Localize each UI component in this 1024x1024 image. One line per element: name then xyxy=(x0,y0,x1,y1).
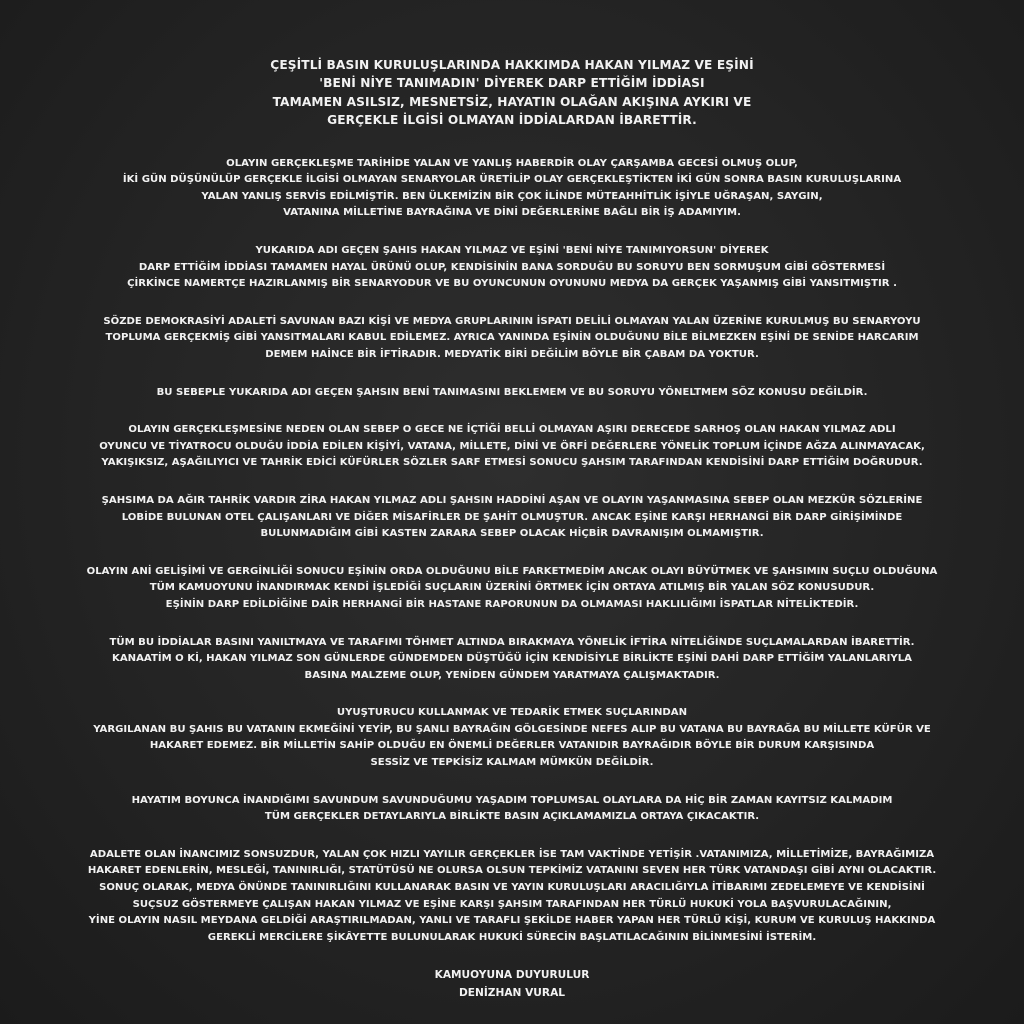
paragraph-line: OYUNCU VE TİYATROCU OLDUĞU İDDİA EDİLEN KİŞİYİ, VATANA, MİLLETE, DİNİ VE ÖRFİ DEĞERLERE YÖNELİK TOPLUM İÇİNDE AĞZA ALINMAYACAK, xyxy=(99,440,925,452)
paragraph-line: KANAATİM O Kİ, HAKAN YILMAZ SON GÜNLERDE GÜNDEMDEN DÜŞTÜĞÜ İÇİN KENDİSİYLE BİRLİKTE EŞİNİ DAHİ DARP ETTİĞİM YALANLARIYLA xyxy=(112,653,912,665)
paragraph-line: TÜM BU İDDİALAR BASINI YANILTMAYA VE TARAFIMI TÖHMET ALTINDA BIRAKMAYA YÖNELİK İFTİRA NİTELİĞİNDE SUÇLAMALARDAN İBARETTİR. xyxy=(109,636,915,648)
paragraph-legal-action xyxy=(12,847,1012,947)
paragraph-spouse xyxy=(12,564,1012,614)
paragraph-incident-date xyxy=(12,156,1012,222)
paragraph-line: SESSİZ VE TEPKİSİZ KALMAM MÜMKÜN DEĞİLDİR. xyxy=(370,757,654,769)
paragraph-line: BULUNMADIĞIM GİBİ KASTEN ZARARA SEBEP OLACAK HİÇBİR DAVRANIŞIM OLMAMIŞTIR. xyxy=(260,528,764,540)
paragraph-press-release xyxy=(12,793,1012,826)
signatory-name: DENİZHAN VURAL xyxy=(458,986,566,999)
paragraph-line: HAKARET EDENLERİN, MESLEĞİ, TANINIRLIĞI, STATÜTÜSÜ NE OLURSA OLSUN TEPKİMİZ VATANINI SEVEN HER TÜRK VATANDAŞI GİBİ AYNI OLACAKTIR. xyxy=(87,865,937,877)
paragraph-line: HAYATIM BOYUNCA İNANDIĞIMI SAVUNDUM SAVUNDUĞUMU YAŞADIM TOPLUMSAL OLAYLARA DA HİÇ BİR ZAMAN KAYITSIZ KALMADIM xyxy=(131,794,893,806)
title-line: GERÇEKLE İLGİSİ OLMAYAN İDDİALARDAN İBARETTİR. xyxy=(327,113,697,128)
paragraph-line: VATANINA MİLLETİNE BAYRAĞINA VE DİNİ DEĞERLERİNE BAĞLI BİR İŞ ADAMIYIM. xyxy=(283,207,741,219)
paragraph-line: SÖZDE DEMOKRASİYİ ADALETİ SAVUNAN BAZI KİŞİ VE MEDYA GRUPLARININ İSPATI DELİLİ OLMAYAN YALAN ÜZERİNE KURULMUŞ BU SENARYOYU xyxy=(103,315,921,327)
paragraph-line: LOBİDE BULUNAN OTEL ÇALIŞANLARI VE DİĞER MİSAFİRLER DE ŞAHİT OLMUŞTUR. ANCAK EŞİNE KARŞI HERHANGİ BİR DARP GİRİŞİMİNDE xyxy=(121,511,903,523)
paragraph-line: DARP ETTİĞİM İDDİASI TAMAMEN HAYAL ÜRÜNÜ OLUP, KENDİSİNİN BANA SORDUĞU BU SORUYU BEN SORMUŞUM GİBİ GÖSTERMESİ xyxy=(138,261,886,273)
paragraph-line: GEREKLİ MERCİLERE ŞİKÂYETTE BULUNULARAK HUKUKİ SÜRECİN BAŞLATILACAĞININ BİLİNMESİNİ İSTERİM. xyxy=(207,931,817,943)
paragraph-line: İKİ GÜN DÜŞÜNÜLÜP GERÇEKLE İLGİSİ OLMAYAN SENARYOLAR ÜRETİLİP OLAY GERÇEKLEŞTİKTEN İKİ GÜN SONRA BASIN KURULUŞLARINA xyxy=(122,174,902,186)
paragraph-line: YAKIŞIKSIZ, AŞAĞILIYICI VE TAHRİK EDİCİ KÜFÜRLER SÖZLER SARF ETMESİ SONUCU ŞAHSIM TARAFINDAN KENDİSİNİ DARP ETTİĞİM DOĞRUDUR. xyxy=(101,457,923,469)
paragraph-line: ÇİRKİNCE NAMERTÇE HAZIRLANMIŞ BİR SENARYODUR VE BU OYUNCUNUN OYUNUNU MEDYA DA GERÇEK YAŞANMIŞ GİBİ YANSITMIŞTIR . xyxy=(127,278,897,290)
paragraph-values xyxy=(12,705,1012,771)
paragraph-media xyxy=(12,314,1012,364)
paragraph-line: ADALETE OLAN İNANCIMIZ SONSUZDUR, YALAN ÇOK HIZLI YAYILIR GERÇEKLER İSE TAM VAKTİNDE YETİŞİR .VATANIMIZA, MİLLETİMİZE, BAYRAĞIMIZA xyxy=(89,848,935,860)
paragraph-line: YARGILANAN BU ŞAHIS BU VATANIN EKMEĞİNİ YEYİP, BU ŞANLI BAYRAĞIN GÖLGESİNDE NEFES ALIP BU VATANA BU BAYRAĞA BU MİLLETE KÜFÜR VE xyxy=(93,723,931,735)
paragraph-line: OLAYIN ANİ GELİŞİMİ VE GERGİNLİĞİ SONUCU EŞİNİN ORDA OLDUĞUNU BİLE FARKETMEDİM ANCAK OLAYI BÜYÜTMEK VE ŞAHSIMIN SUÇLU OLDUĞUNA xyxy=(86,565,938,577)
paragraph-line: BASINA MALZEME OLUP, YENİDEN GÜNDEM YARATMAYA ÇALIŞMAKTADIR. xyxy=(304,669,720,681)
paragraph-slander xyxy=(12,635,1012,685)
paragraph-allegation xyxy=(12,243,1012,293)
paragraph-line: HAKARET EDEMEZ. BİR MİLLETİN SAHİP OLDUĞU EN ÖNEMLİ DEĞERLER VATANIDIR BAYRAĞIDIR BÖYLE BİR DURUM KARŞISINDA xyxy=(149,740,875,752)
paragraph-line: SUÇSUZ GÖSTERMEYE ÇALIŞAN HAKAN YILMAZ VE EŞİNE KARŞI ŞAHSIM TARAFINDAN HER TÜRLÜ HUKUKİ YOLA BAŞVURULACAĞININ, xyxy=(132,898,892,910)
paragraph-line: EŞİNİN DARP EDİLDİĞİNE DAİR HERHANGİ BİR HASTANE RAPORUNUN DA OLMAMASI HAKLILIĞIMI İSPATLAR NİTELİKTEDİR. xyxy=(165,598,859,610)
paragraph-cause xyxy=(12,422,1012,472)
closing-text: KAMUOYUNA DUYURULUR xyxy=(434,969,590,982)
paragraph-recognition xyxy=(12,385,1012,402)
paragraph-line: DEMEM HAİNCE BİR İFTİRADIR. MEDYATİK BİRİ DEĞİLİM BÖYLE BİR ÇABAM DA YOKTUR. xyxy=(265,348,759,360)
paragraph-line: YALAN YANLIŞ SERVİS EDİLMİŞTİR. BEN ÜLKEMİZİN BİR ÇOK İLİNDE MÜTEAHHİTLİK İŞİYLE UĞRAŞAN, SAYGIN, xyxy=(201,190,823,202)
title-line: TAMAMEN ASILSIZ, MESNETSİZ, HAYATIN OLAĞAN AKIŞINA AYKIRI VE xyxy=(272,94,752,109)
paragraph-line: UYUŞTURUCU KULLANMAK VE TEDARİK ETMEK SUÇLARINDAN xyxy=(336,707,688,719)
paragraph-line: TOPLUMA GERÇEKMİŞ GİBİ YANSITMALARI KABUL EDİLEMEZ. AYRICA YANINDA EŞİNİN OLDUĞUNU BİLE BİLMEZKEN EŞİNİ DE SENİDE HARCARIM xyxy=(105,332,919,344)
paragraph-line: BU SEBEPLE YUKARIDA ADI GEÇEN ŞAHSIN BENİ TANIMASINI BEKLEMEM VE BU SORUYU YÖNELTMEM SÖZ KONUSU DEĞİLDİR. xyxy=(156,386,868,398)
paragraph-provocation xyxy=(12,493,1012,543)
paragraph-line: OLAYIN GERÇEKLEŞMESİNE NEDEN OLAN SEBEP O GECE NE İÇTİĞİ BELLİ OLMAYAN AŞIRI DERECEDE SARHOŞ OLAN HAKAN YILMAZ ADLI xyxy=(128,424,896,436)
paragraph-line: TÜM KAMUOYUNU İNANDIRMAK KENDİ İŞLEDİĞİ SUÇLARIN ÜZERİNİ ÖRTMEK İÇİN ORTAYA ATILMIŞ BİR YALAN SÖZ KONUSUDUR. xyxy=(149,582,875,594)
title-line: 'BENİ NİYE TANIMADIN' DİYEREK DARP ETTİĞİM İDDİASI xyxy=(319,76,705,91)
statement-title xyxy=(12,56,1012,130)
paragraph-line: OLAYIN GERÇEKLEŞME TARİHİDE YALAN VE YANLIŞ HABERDİR OLAY ÇARŞAMBA GECESİ OLMUŞ OLUP, xyxy=(226,157,798,169)
title-line: ÇEŞİTLİ BASIN KURULUŞLARINDA HAKKIMDA HAKAN YILMAZ VE EŞİNİ xyxy=(270,58,754,72)
paragraph-line: SONUÇ OLARAK, MEDYA ÖNÜNDE TANINIRLIĞINI KULLANARAK BASIN VE YAYIN KURULUŞLARI ARACILIĞIYLA İTİBARIMI ZEDELEMEYE VE KENDİSİNİ xyxy=(99,882,925,894)
paragraph-line: YİNE OLAYIN NASIL MEYDANA GELDİĞİ ARAŞTIRILMADAN, YANLI VE TARAFLI ŞEKİLDE HABER YAPAN HER TÜRLÜ KİŞİ, KURUM VE KURULUŞ HAKKINDA xyxy=(88,915,936,927)
signature-block xyxy=(12,967,1012,1002)
paragraph-line: ŞAHSIMA DA AĞIR TAHRİK VARDIR ZİRA HAKAN YILMAZ ADLI ŞAHSIN HADDİNİ AŞAN VE OLAYIN YAŞANMASINA SEBEP OLAN MEZKÛR SÖZLERİNE xyxy=(101,494,923,506)
paragraph-line: YUKARIDA ADI GEÇEN ŞAHIS HAKAN YILMAZ VE EŞİNİ 'BENİ NİYE TANIMIYORSUN' DİYEREK xyxy=(255,245,769,256)
paragraph-line: TÜM GERÇEKLER DETAYLARIYLA BİRLİKTE BASIN AÇIKLAMAMIZLA ORTAYA ÇIKACAKTIR. xyxy=(264,811,760,823)
